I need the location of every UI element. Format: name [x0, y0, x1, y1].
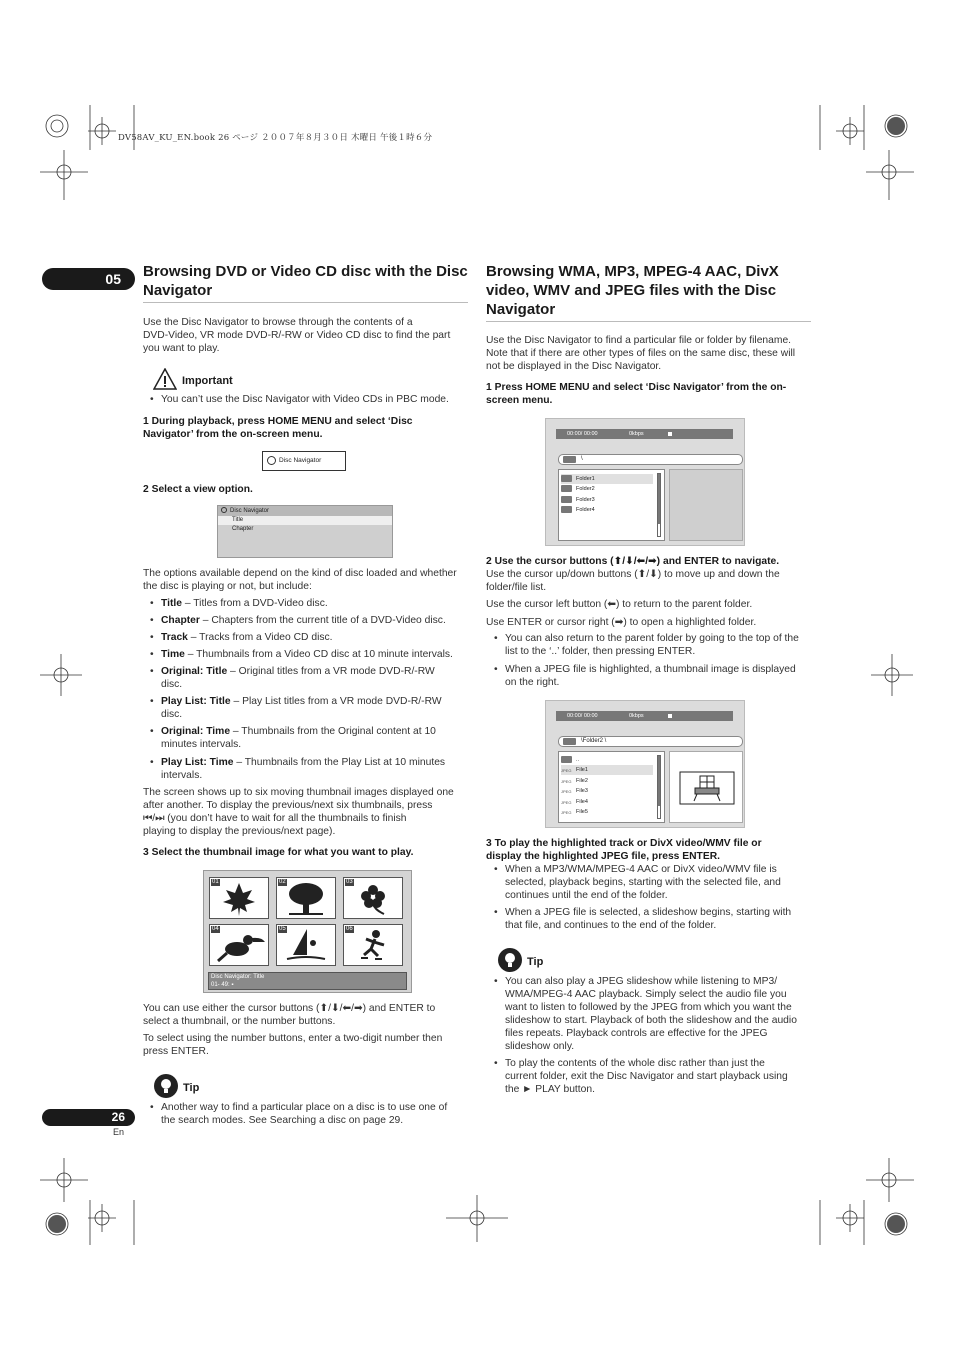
list-item-label: Folder1 [576, 476, 595, 482]
list-item [561, 484, 653, 494]
elapsed-time: 00:00/ 00:00 [567, 431, 598, 437]
list-item [561, 474, 653, 484]
list-item [561, 495, 653, 505]
text-line: WMA/MPEG-4 AAC playback. Simply select the audio file you [505, 989, 787, 1000]
list-item-label: Folder3 [576, 497, 595, 503]
left-heading-line: Navigator [143, 282, 213, 299]
list-scrollbar [657, 755, 661, 819]
thumbnail-number: 01 [212, 879, 219, 885]
jpeg-preview-pane [669, 751, 743, 823]
text-line: select a thumbnail, or the number buttons. [143, 1016, 336, 1027]
left-step-1 [143, 415, 468, 441]
elapsed-time: 00:00/ 00:00 [567, 713, 598, 719]
thumbnail-windsurfer [276, 924, 336, 966]
folder-path-text: \Folder2 \ [581, 738, 607, 744]
playback-status-bar [556, 711, 733, 721]
right-intro [486, 334, 814, 373]
list-scrollbar [657, 473, 661, 537]
warning-icon [153, 368, 177, 390]
chair-thumbnail-icon [670, 752, 742, 822]
text-line: the search modes. See Searching a disc on page 29. [161, 1115, 404, 1126]
stop-icon [668, 714, 672, 718]
option-description: – Thumbnails from the Original content at 10 [230, 726, 436, 737]
jpeg-file-icon: JPEG [561, 768, 572, 774]
thumbnail-number: 02 [279, 879, 286, 885]
step-line: screen menu. [486, 395, 553, 406]
thumbnail-number: 06 [346, 926, 353, 932]
text-line: after another. To display the previous/next six thumbnails, press [143, 800, 433, 811]
text-line: • When a JPEG file is selected, a slideshow begins, starting with [505, 907, 792, 918]
file-navigator-screen-folders [545, 418, 745, 546]
right-heading-line: video, WMV and JPEG files with the Disc [486, 282, 777, 299]
text-line: want to listen to followed by the JPEG from which you want the [505, 1002, 792, 1013]
text-line: The options available depend on the kind of disc loaded and whether [143, 568, 457, 579]
text-line: • You can also play a JPEG slideshow while listening to MP3/ [505, 976, 778, 987]
right-tip-label: Tip [527, 956, 544, 968]
folder-icon [561, 496, 572, 503]
step-line: 3 To play the highlighted track or DivX video/WMV file or [486, 838, 762, 849]
file-list [558, 751, 665, 823]
osd-menu-item-title: Title [218, 516, 392, 525]
option-description: – Chapters from the current title of a DVD-Video disc. [199, 615, 446, 626]
text-line: The screen shows up to six moving thumbnail images displayed one [143, 787, 454, 798]
text-line: Note that if there are other types of files on the same disc, these will [486, 348, 796, 359]
option-term: Original: Time [161, 726, 231, 737]
print-header: DV58AV_KU_EN.book 26 ページ ２００７年８月３０日 木曜日 午後１時６分 [118, 133, 433, 143]
folder-icon [561, 475, 572, 482]
text-line: files repeats. Playback controls are effective for the JPEG [505, 1028, 768, 1039]
thumbnail-leaf [209, 877, 269, 919]
option-term: Chapter [161, 615, 200, 626]
list-item-label: File2 [576, 778, 588, 784]
list-item-label: File5 [576, 809, 588, 815]
text-line: list to the ‘..’ folder, then pressing ENTER. [505, 646, 696, 657]
right-bullet-slideshow [505, 906, 815, 932]
step-line: 1 During playback, press HOME MENU and select ‘Disc [143, 416, 413, 427]
list-item [561, 505, 653, 515]
option-description: – Tracks from a Video CD disc. [187, 632, 333, 643]
option-item [161, 665, 473, 691]
disc-icon [267, 456, 276, 465]
text-line: • To play the contents of the whole disc rather than just the [505, 1058, 765, 1069]
text-line: To select using the number buttons, enter a two-digit number then [143, 1033, 443, 1044]
option-description-cont: minutes intervals. [161, 739, 242, 750]
step-line: 1 Press HOME MENU and select ‘Disc Navigator’ from the on- [486, 382, 787, 393]
folder-icon [561, 756, 572, 763]
list-item [561, 807, 653, 817]
bitrate: 0kbps [629, 713, 644, 719]
option-term: Track [161, 632, 188, 643]
option-item [161, 648, 473, 661]
jpeg-file-icon: JPEG [561, 789, 572, 795]
file-list [558, 469, 665, 541]
left-heading [143, 262, 468, 303]
list-item [561, 797, 653, 807]
right-step-2: 2 Use the cursor buttons (⬆/⬇/⬅/➡) and ENTER to navigate. [486, 556, 780, 567]
jpeg-file-icon: JPEG [561, 810, 572, 816]
number-paragraph [143, 1032, 473, 1058]
folder-path [558, 454, 743, 465]
playback-status-bar [556, 429, 733, 439]
text-line: • Another way to find a particular place on a disc is to use one of [161, 1102, 448, 1113]
text-line: press ENTER. [143, 1046, 209, 1057]
option-description: – Thumbnails from the Play List at 10 minutes [233, 757, 446, 768]
osd-label: Disc Navigator [279, 457, 322, 464]
list-item-label: Folder4 [576, 507, 595, 513]
folder-path-text: \ [581, 456, 583, 462]
option-description: – Original titles from a VR mode DVD-R/-RW [227, 666, 435, 677]
right-bullet-jpeg-thumbnail [505, 663, 815, 689]
option-description-cont: disc. [161, 679, 183, 690]
step2-text-right: Use ENTER or cursor right (➡) to open a highlighted folder. [486, 617, 757, 628]
step2-text-left: Use the cursor left button (⬅) to return to the parent folder. [486, 599, 753, 610]
thumbnail-number: 03 [346, 879, 353, 885]
important-label: Important [182, 375, 233, 387]
osd-menu-title [218, 506, 392, 516]
option-description: – Play List titles from a VR mode DVD-R/-RW [230, 696, 442, 707]
tip-icon [497, 947, 523, 973]
option-item [161, 631, 473, 644]
important-bullet: • You can’t use the Disc Navigator with Video CDs in PBC mode. [161, 393, 471, 406]
text-line: that file, and continues to the end of the folder. [505, 920, 717, 931]
text-line: slideshow only. [505, 1041, 575, 1052]
osd-disc-navigator-button [262, 451, 346, 471]
list-item [561, 765, 653, 775]
text-line: selected, playback begins, starting with the selected file, and [505, 877, 781, 888]
thumbnail-toucan [209, 924, 269, 966]
text-line: • When a JPEG file is highlighted, a thumbnail image is displayed [505, 664, 796, 675]
stop-icon [668, 432, 672, 436]
bitrate: 0kbps [629, 431, 644, 437]
option-item [161, 597, 473, 610]
folder-icon [561, 506, 572, 513]
thumbnail-number: 05 [279, 926, 286, 932]
option-term: Time [161, 649, 185, 660]
status-line: Disc Navigator: Title [211, 974, 265, 980]
osd-view-menu [217, 505, 393, 558]
left-tip-label: Tip [183, 1082, 200, 1094]
thumbnail-number: 04 [212, 926, 219, 932]
thumbnail-status-bar [208, 972, 407, 990]
text-line: continues until the end of the folder. [505, 890, 668, 901]
option-description-cont: intervals. [161, 770, 203, 781]
list-item-label: .. [576, 757, 580, 763]
cursor-paragraph [143, 1002, 473, 1028]
text-line: DVD-Video, VR mode DVD-R/-RW or Video CD disc to find the part [143, 330, 451, 341]
left-step-2: 2 Select a view option. [143, 484, 253, 495]
page-number-tab: 26 [42, 1109, 135, 1126]
list-item [561, 755, 653, 765]
right-tip-bullet-whole-disc [505, 1057, 815, 1096]
text-line: Use the Disc Navigator to browse through the contents of a [143, 317, 413, 328]
jpeg-file-icon: JPEG [561, 800, 572, 806]
left-step-3: 3 Select the thumbnail image for what you want to play. [143, 847, 414, 858]
right-heading-line: Navigator [486, 301, 556, 318]
right-tip-bullet-slideshow [505, 975, 815, 1053]
option-item [161, 725, 473, 751]
text-line: not be displayed in the Disc Navigator. [486, 361, 662, 372]
status-line: 01- 49: ▪ [211, 982, 234, 988]
text-line: Use the Disc Navigator to find a particular file or folder by filename. [486, 335, 792, 346]
left-intro [143, 316, 468, 355]
text-line: the disc is playing or not, but include: [143, 581, 312, 592]
option-item [161, 614, 473, 627]
text-line: you want to play. [143, 343, 220, 354]
list-item-label: File3 [576, 788, 588, 794]
right-bullet-playback [505, 863, 815, 902]
text-line: • You can also return to the parent folder by going to the top of the [505, 633, 799, 644]
folder-icon [561, 485, 572, 492]
folder-icon [563, 738, 576, 745]
language-code: En [113, 1127, 125, 1137]
folder-icon [563, 456, 576, 463]
text-line: You can use either the cursor buttons (⬆/⬇/⬅/➡) and ENTER to [143, 1003, 436, 1014]
option-description: – Titles from a DVD-Video disc. [181, 598, 328, 609]
option-term: Play List: Title [161, 696, 231, 707]
file-navigator-screen-files [545, 700, 745, 828]
thumbnail-flower [343, 877, 403, 919]
option-description: – Thumbnails from a Video CD disc at 10 minute intervals. [184, 649, 453, 660]
list-item-label: Folder2 [576, 486, 595, 492]
right-step-1 [486, 381, 814, 407]
left-tip-bullet [161, 1101, 471, 1127]
text-line: current folder, exit the Disc Navigator and start playback using [505, 1071, 788, 1082]
right-heading [486, 262, 811, 322]
option-term: Original: Title [161, 666, 228, 677]
list-item-label: File1 [576, 767, 588, 773]
jpeg-file-icon: JPEG [561, 779, 572, 785]
disc-icon [221, 507, 227, 513]
option-term: Play List: Time [161, 757, 234, 768]
list-item [561, 776, 653, 786]
osd-menu-item-chapter: Chapter [232, 526, 254, 532]
options-intro [143, 567, 473, 593]
chapter-number-tab: 05 [42, 268, 135, 290]
step-line: Navigator’ from the on-screen menu. [143, 429, 323, 440]
step-line: display the highlighted JPEG file, press ENTER. [486, 851, 721, 862]
text-line: Use the cursor up/down buttons (⬆/⬇) to move up and down the [486, 569, 780, 580]
preview-pane [669, 469, 743, 541]
option-term: Title [161, 598, 182, 609]
right-heading-line: Browsing WMA, MP3, MPEG-4 AAC, DivX [486, 263, 779, 280]
text-line: • When a MP3/WMA/MPEG-4 AAC or DivX video/WMV file is [505, 864, 777, 875]
tip-icon [153, 1073, 179, 1099]
text-line: slideshow to start. Playback of both the slideshow and the audio [505, 1015, 797, 1026]
left-heading-line: Browsing DVD or Video CD disc with the Disc [143, 263, 468, 280]
list-item [561, 786, 653, 796]
right-step-3 [486, 837, 816, 863]
thumbnail-skater [343, 924, 403, 966]
list-item-label: File4 [576, 799, 588, 805]
text-line: playing to display the previous/next page). [143, 826, 336, 837]
thumbnail-grid-screen [203, 870, 412, 993]
text-line: the ► PLAY button. [505, 1084, 595, 1095]
thumbnail-tree [276, 877, 336, 919]
folder-path [558, 736, 743, 747]
option-item [161, 756, 473, 782]
osd-menu-title-text: Disc Navigator [230, 508, 270, 514]
step2-text-updown [486, 568, 816, 594]
right-bullet-parent-folder [505, 632, 815, 658]
thumbnails-paragraph [143, 786, 473, 838]
option-item [161, 695, 473, 721]
text-line: ⏮/⏭ (you don’t have to wait for all the thumbnails to finish [143, 813, 407, 824]
text-line: on the right. [505, 677, 560, 688]
option-description-cont: disc. [161, 709, 183, 720]
text-line: folder/file list. [486, 582, 547, 593]
